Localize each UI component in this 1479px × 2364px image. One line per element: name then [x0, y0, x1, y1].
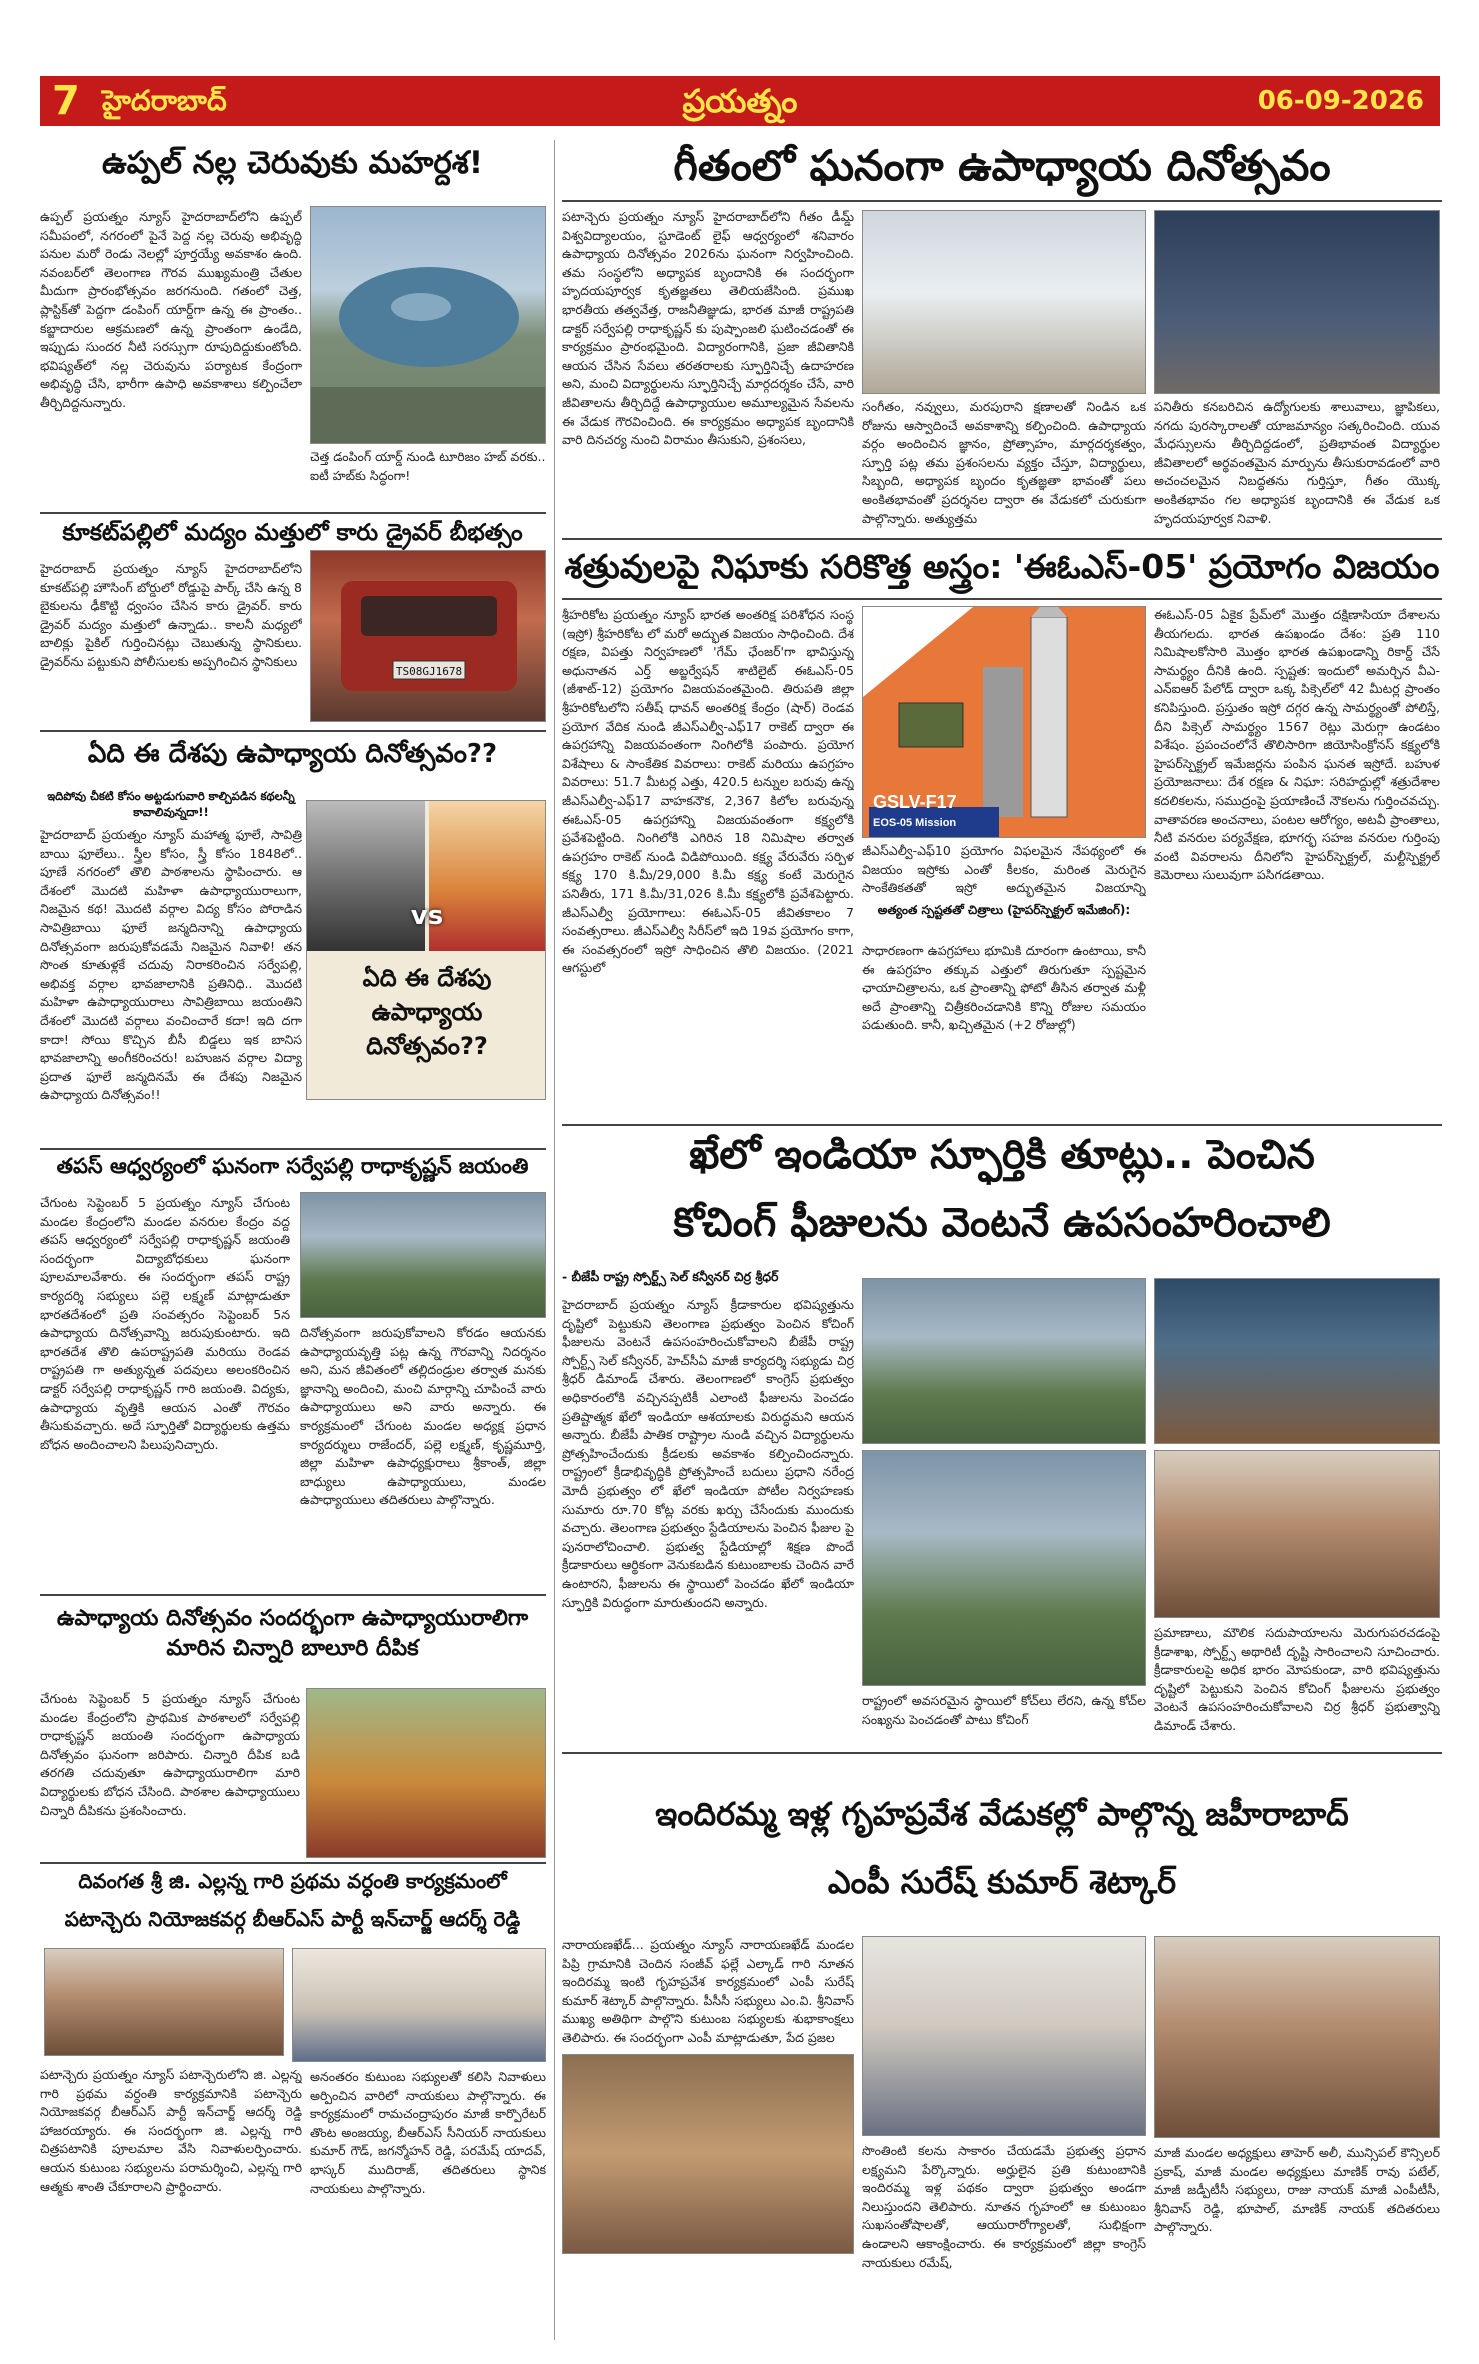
- gitam-body: పటాన్చెరు ప్రయత్నం న్యూస్ హైదరాబాద్‌లోని గీతం డీమ్డ్ విశ్వవిద్యాలయం, స్టూడెంట్ లైఫ్ ఆధ్వర్యంలో శనివారం ఉపాధ్యాయ దినోత్సవం 2026ను ఘనంగా నిర్వహించింది. తమ సంస్థలోని అధ్యాపక బృందానికి ఈ సందర్భంగా హృదయపూర్వక కృతజ్ఞతలు తెలియజేసింది. ప్రముఖ భారతీయ తత్వవేత్త, రాజనీతిజ్ఞుడు, భారత మాజీ రాష్ట్రపతి డాక్టర్ సర్వేపల్లి రాధాకృష్ణన్ కు పుష్పాంజలి ఘటించడంతో ఈ కార్యక్రమం ప్రారంభమైంది. విద్యారంగానికి, ప్రజా జీవితానికి ఆయన చేసిన సేవలు తరతరాలకు స్ఫూర్తినిచ్చే ఉదాహరణ అని, మంచి విద్యార్థులను స్ఫూర్తినిచ్చే మార్గదర్శకం చేసే, వారి జీవితాలను తీర్చిదిద్దే ఉపాధ్యాయుల అమూల్యమైన సేవలను ఈ వేడుక గౌరవించింది. ఈ కార్యక్రమం అధ్యాపక బృందానికి వారి దినచర్య నుంచి విరామం తీసుకుని, ప్రశంసలు,: [562, 209, 854, 448]
- kukatpally-headline: కూకట్‌పల్లిలో మద్యం మత్తులో కారు డ్రైవర్ బీభత్సం: [62, 520, 523, 546]
- khelo-india-body-3: ప్రమాణాలు, మౌలిక సదుపాయాలను మెరుగుపరచడంపై క్రీడాశాఖ, స్పోర్ట్స్ అథారిటీ దృష్టి సారించాలని సూచించారు. క్రీడాకారులపై అధిక భారం మోపకుండా, వారి భవిష్యత్తును దృష్టిలో పెట్టుకుని పెంచిన కోచింగ్ ఫీజులను ప్రభుత్వం వెంటనే ఉపసంహరించుకోవాలని చిర్ర శ్రీధర్ ప్రభుత్వాన్ని డిమాండ్ చేశారు.: [1154, 1625, 1440, 1733]
- divider: [562, 1752, 1442, 1754]
- mission-name: EOS-05 Mission: [873, 817, 957, 829]
- lake-illustration: [311, 207, 546, 444]
- page-number: 7: [52, 78, 80, 124]
- khelo-india-headline-2: కోచింగ్ ఫీజులను వెంటనే ఉపసంహరించాలి: [673, 1200, 1331, 1246]
- column-divider: [554, 140, 555, 2340]
- poster-question: ఏది ఈ దేశపు ఉపాధ్యాయ దినోత్సవం??: [362, 964, 492, 1060]
- yellanna-body: పటాన్చెరు ప్రయత్నం న్యూస్ పటాన్చెరు‌లోని జి. ఎల్లన్న గారి ప్రథమ వర్ధంతి కార్యక్రమానికి పటాన్చెరు నియోజకవర్గ బీఆర్ఎస్ పార్టీ ఇన్‌చార్జ్ ఆదర్శ్ రెడ్డి హాజరయ్యారు. ఈ సందర్భంగా జి. ఎల్లన్న గారి చిత్రపటానికి పూలమాల వేసి నివాళులర్పించారు. ఆయన కుటుంబ సభ్యులను పరామర్శించి, ఎల్లన్న గారి ఆత్మకు శాంతి చేకూరాలని ప్రార్థించారు.: [40, 2067, 302, 2194]
- uppal-body: ఉప్పల్ ప్రయత్నం న్యూస్ హైదరాబాద్‌లోని ఉప్పల్ సమీపంలో, నగరంలో పైనే పెద్ద నల్ల చెరువు అభివృద్ధి పనుల మరో రెండు నెలల్లో పూర్తయ్యే అవకాశం ఉంది. నవంబర్‌లో తెలంగాణ గౌరవ ముఖ్యమంత్రి చేతుల మీదుగా ప్రారంభోత్సవం జరగనుంది. గతంలో చెత్త, ప్లాస్టిక్‌తో పెద్దగా డంపింగ్ యార్డ్‌గా ఉన్న ఈ ప్రాంతం.. కబ్జాదారుల ఆక్రమణలో ఉన్న ప్రాంతంగా ఉండేది, ఇప్పుడు సుందర నీటి సరస్సుగా రూపుదిద్దుకుంటోంది. భవిష్యత్‌లో నల్ల చెరువును పర్యాటక కేంద్రంగా అభివృద్ధి చేసి, భారీగా ఉపాధి అవకాశాలు కల్పించేలా తీర్చిదిద్దనున్నారు.: [40, 209, 302, 410]
- housewarming-photo-2: [862, 1936, 1146, 2136]
- indiramma-body-3: మాజీ మండల అధ్యక్షులు తాహెర్ అలీ, మున్సిపల్ కౌన్సిలర్ ప్రకాష్, మాజీ మండల అధ్యక్షులు మాణిక్ రావు పటేల్, మాజీ జడ్పీటీసీ సభ్యులు, రాజు నాయక్ మాజీ ఎంపీటీసీ, శ్రీనివాస్ రెడ్డి, భూపాల్, మాణిక్ నాయక్ తదితరులు పాల్గొన్నారు.: [1154, 2145, 1440, 2235]
- protest-photo-2: [1154, 1278, 1440, 1444]
- protest-photo-1: [862, 1278, 1146, 1444]
- khelo-india-body-2: రాష్ట్రంలో అవసరమైన స్థాయిలో కోచ్‌లు లేరని, ఉన్న కోచ్‌ల సంఖ్యను పెంచడంతో పాటు కోచింగ్: [862, 1693, 1146, 1727]
- yellanna-headline-2: పటాన్చెరు నియోజకవర్గ బీఆర్ఎస్ పార్టీ ఇన్‌చార్జ్ ఆదర్శ్ రెడ్డి: [64, 1907, 521, 1931]
- indiramma-headline-2: ఎంపీ సురేష్ కుమార్ శెట్కార్: [827, 1863, 1177, 1901]
- indiramma-body: నారాయణఖేడ్... ప్రయత్నం న్యూస్ నారాయణఖేడ్ మండల పిప్రి గ్రామానికి చెందిన సంజీవ్ ఫల్లే ఎల్కాడ్ గారి నూతన ఇందిరమ్మ ఇంటి గృహప్రవేశ కార్యక్రమంలో ఎంపీ సురేష్ కుమార్ శెట్కార్ పాల్గొన్నారు. పీసీసీ సభ్యులు ఎం.వి. శ్రీనివాస్ ముఖ్య అతిథిగా పాల్గొని కుటుంబ సభ్యులకు శుభాకాంక్షలు తెలిపారు. ఈ సందర్భంగా ఎంపీ మాట్లాడుతూ, పేద ప్రజల: [562, 1937, 854, 2045]
- rocket-graphic: [862, 606, 1146, 838]
- tribute-photo: [44, 1948, 284, 2056]
- yellanna-headline-1: దివంగత శ్రీ జి. ఎల్లన్న గారి ప్రథమ వర్ధంతి కార్యక్రమంలో: [78, 1869, 507, 1893]
- deepika-photo: [306, 1688, 546, 1858]
- radhakrishnan-body: చేగుంట సెప్టెంబర్ 5 ప్రయత్నం న్యూస్ చేగుంట మండల కేంద్రంలోని మండల వనరుల కేంద్రం వద్ద తపస్ ఆధ్వర్యంలో సర్వేపల్లి రాధాకృష్ణన్ జయంతి సందర్భంగా విద్యాబోధకులు ఘనంగా పూలమాలవేశారు. ఈ సందర్భంగా తపస్ రాష్ట్ర కార్యదర్శి సభ్యులు పల్లె లక్ష్మణ్ మాట్లాడుతూ భారతదేశంలో ప్రతి సంవత్సరం సెప్టెంబర్ 5న ఉపాధ్యాయ దినోత్సవాన్ని జరుపుకుంటారు. ఇది భారతదేశ తొలి ఉపరాష్ట్రపతి మరియు రెండవ రాష్ట్రపతి గా అత్యున్నత పదవులు అలంకరించిన డాక్టర్ సర్వేపల్లి రాధాకృష్ణన్ గారి జయంతి. విద్యకు, ఉపాధ్యాయ వృత్తికి ఆయన ఎంతో గౌరవం తీసుకువచ్చారు. అదే స్ఫూర్తితో విద్యార్థులకు ఉత్తమ బోధన అందించాలని పిలుపునిచ్చారు.: [40, 1195, 290, 1452]
- divider: [40, 512, 546, 514]
- rocket-name: GSLV-F17: [873, 792, 957, 812]
- uppal-lake-photo: [310, 206, 546, 444]
- indiramma-headline-1: ఇందిరమ్మ ఇళ్ల గృహప్రవేశ వేడుకల్లో పాల్గొన్న జహీరాబాద్: [655, 1795, 1349, 1833]
- isro-body: శ్రీహరికోట ప్రయత్నం న్యూస్ భారత అంతరిక్ష పరిశోధన సంస్థ (ఇస్రో) శ్రీహరికోట లో మరో అద్భుత విజయం సాధించింది. దేశ రక్షణ, విపత్తు నిర్వహణలో 'గేమ్ ఛేంజర్'గా భావిస్తున్న అధునాతన ఎర్త్ అబ్జర్వేషన్ శాటిలైట్ ఈఓఎస్-05 (జీశాట్-12) ప్రయోగం విజయవంతమైంది. తిరుపతి జిల్లా శ్రీహరికోటలోని సతీష్ ధావన్ అంతరిక్ష కేంద్రం (షార్) రెండవ ప్రయోగ వేదిక నుండి జీఎస్ఎల్వీ-ఎఫ్17 రాకెట్ ద్వారా ఈ ఉపగ్రహాన్ని విజయవంతంగా నింగిలోకి పంపారు. ప్రయోగ విశేషాలు & సాంకేతిక వివరాలు: రాకెట్ మరియు ఉపగ్రహం వివరాలు: 51.7 మీటర్ల ఎత్తు, 420.5 టన్నుల బరువు ఉన్న జీఎస్ఎల్వీ-ఎఫ్17 వాహకనౌక, 2,367 కిలోల బరువున్న ఈఓఎస్-05 ఉపగ్రహాన్ని విజయవంతంగా కక్ష్యలోకి ప్రవేశపెట్టింది. నింగిలోకి ఎగిరిన 18 నిమిషాల తర్వాత ఉపగ్రహం రాకెట్ నుండి విడిపోయింది. కక్ష్య వేరువేరు సర్పిళ కక్ష్య 170 కి.మీ/29,000 కి.మీ కక్ష్య కంటే మెరుగైన పనితీరు, 171 కి.మీ/31,026 కి.మీ కక్ష్యలోకి ప్రవేశపెట్టారు. జీఎస్ఎల్వీ ప్రయోగాలు: ఈఓఎస్-05 జీవితకాలం 7 సంవత్సరాలు. జీఎస్ఎల్వీ సిరీస్‌లో ఇది 19వ ప్రయోగం కాగా, ఈ సంవత్సరంలో ఇస్రో సాధించిన తొలి విజయం. (2021 ఆగస్టులో: [562, 607, 854, 976]
- vs-poster: [306, 800, 546, 1100]
- divider: [40, 1594, 546, 1596]
- gathering-photo: [292, 1948, 546, 2062]
- page-header: [40, 76, 1440, 126]
- protest-photo-4: [1154, 1450, 1440, 1618]
- housewarming-photo-3: [1154, 1936, 1440, 2138]
- child-teacher-body: చేగుంట సెప్టెంబర్ 5 ప్రయత్నం న్యూస్ చేగుంట మండల కేంద్రంలోని ప్రాథమిక పాఠశాలలో సర్వేపల్లి రాధాకృష్ణన్ జయంతి సందర్భంగా ఉపాధ్యాయ దినోత్సవం ఘనంగా జరిపారు. చిన్నారి దీపిక బడి తరగతి చదువుతూ ఉపాధ్యాయురాలిగా మారి విద్యార్థులకు బోధన చేసింది. పాఠశాల ఉపాధ్యాయులు చిన్నారి దీపికను ప్రశంసించారు.: [40, 1691, 300, 1818]
- divider: [40, 1862, 546, 1864]
- radhakrishnan-body-2: దినోత్సవంగా జరుపుకోవాలని కోరడం ఆయనకు ఉపాధ్యాయవృత్తి పట్ల ఉన్న గౌరవాన్ని నిదర్శనం అని, మన జీవితంలో తల్లిదండ్రుల తర్వాత మనకు జ్ఞానాన్ని అందించి, మంచి మార్గాన్ని చూపించే వారు ఉపాధ్యాయులు అని వారు అన్నారు. ఈ కార్యక్రమంలో చేగుంట మండల అధ్యక్ష ప్రధాన కార్యదర్శులు రాజేందర్, పల్లె లక్ష్మణ్, కృష్ణమూర్తి, జిల్లా మహిళా ఉపాధ్యక్షురాలు శ్రీకాంత్, జిల్లా బాధ్యులు ఉపాధ్యాయులు, మండల ఉపాధ్యాయులు తదితరులు పాల్గొన్నారు.: [300, 1325, 546, 1508]
- issue-date: 06-09-2026: [1257, 86, 1424, 116]
- khelo-india-byline: - బీజేపీ రాష్ట్ర స్పోర్ట్స్ సెల్ కన్వీనర్ చిర్ర శ్రీధర్: [562, 1269, 779, 1284]
- gitam-award-photo: [862, 210, 1146, 394]
- tapas-group-photo: [300, 1192, 546, 1318]
- isro-body-3: సాధారణంగా ఉపగ్రహాలు భూమికి దూరంగా ఉంటాయి, కానీ ఈ ఉపగ్రహం తక్కువ ఎత్తులో తిరుగుతూ స్పష్టమైన ఛాయాచిత్రాలను, ఒక ప్రాంతాన్ని ఫోటో తీసిన తర్వాత మళ్లీ అదే ప్రాంతాన్ని చిత్రీకరించడానికి కొన్ని రోజుల సమయం పడుతుంది. కానీ, ఖచ్చితమైన (+2 రోజుల్లో): [862, 943, 1146, 1033]
- isro-body-4: ఈఓఎస్-05 ఏకైక ప్రేమ్‌లో మొత్తం దక్షిణాసియా దేశాలను తీయగలదు. భారత ఉపఖండం దేశం: ప్రతి 110 నిమిషాలకోసారి మొత్తం భారత ఉపఖండాన్ని రికార్డ్ చేసే సామర్థ్యం దీనికి ఉంది. స్పష్టత: ఇందులో అమర్చిన వీఎ-ఎన్ఐఆర్ పేలోడ్ ద్వారా ఒక్క పిక్సెల్‌లో 42 మీటర్ల ప్రాంతం కనిపిస్తుంది. ప్రస్తుతం ఇస్రో దగ్గర ఉన్న సామర్థ్యంతో పోలిస్తే, దీని పిక్సెల్ సామర్థ్యం 1567 రెట్లు మెరుగ్గా ఉండటం విశేషం. ప్రపంచంలోనే తొలిసారిగా జియోసింక్రోనస్ కక్ష్యలోకి హైపర్‌స్పెక్ట్రల్ ఇమేజర్లను పంపిన ఘనత ఇస్రోదే. బహుళ ప్రయోజనాలు: దేశ రక్షణ & నిఘా: సరిహద్దుల్లో శత్రుదేశాల కదలికలను, సముద్రంపై ప్రయాణించే నౌకలను గుర్తించవచ్చు. వాతావరణ అంచనాలు, పంటల ఆరోగ్యం, అటవీ ప్రాంతాలు, నీటి వనరుల పర్యవేక్షణ, భూగర్భ సహజ వనరుల గుర్తింపు వంటి వివరాలను దీనిలోని హైపర్‌స్పెక్ట్రల్, మల్టీస్పెక్ట్రల్ కెమెరాలు సులువుగా పసిగడతాయి.: [1154, 607, 1440, 883]
- child-teacher-headline: ఉపాధ్యాయ దినోత్సవం సందర్భంగా ఉపాధ్యాయురాలిగా మారిన చిన్నారి బాలూరి దీపిక: [56, 1606, 529, 1661]
- divider: [562, 200, 1442, 202]
- gitam-headline: గీతంలో ఘనంగా ఉపాధ్యాయ దినోత్సవం: [673, 141, 1331, 190]
- gitam-celebration-photo: [1154, 210, 1440, 394]
- section-city: హైదరాబాద్: [102, 84, 227, 117]
- teachers-day-subhead: ఇదిపోవు చీకటి కోసం అట్టడుగువారి కాల్చిపడిన కథలన్నీ కావాలివున్నదా!!: [47, 789, 295, 819]
- uppal-caption: చెత్త డంపింగ్ యార్డ్ నుండి టూరిజం హబ్ వరకు.. ఐటీ హబ్‌కు సిద్ధంగా!: [310, 449, 546, 483]
- divider: [562, 598, 1442, 600]
- yellanna-body-2: అనంతరం కుటుంబ సభ్యులతో కలిసి నివాళులు అర్పించిన వారిలో నాయకులు పాల్గొన్నారు. ఈ కార్యక్రమంలో రామచంద్రాపురం మాజీ కార్పొరేటర్ తొంట అంజయ్య, బీఆర్ఎస్ సీనియర్ నాయకులు కుమార్ గౌడ్, జగన్మోహన్ రెడ్డి, పరమేష్ యాదవ్, భాస్కర్ ముదిరాజ్, తదితరులు స్థానిక నాయకులు పాల్గొన్నారు.: [310, 2069, 546, 2196]
- protest-photo-3: [862, 1450, 1146, 1686]
- teachers-day-body: హైదరాబాద్ ప్రయత్నం న్యూస్ మహాత్మ ఫూలే, సావిత్రి బాయి ఫూలేలు.. స్త్రీల కోసం, స్త్రీ కోసం 1848లో.. పూణే నగరంలో తొలి పాఠశాలను స్థాపించారు. ఆ దేశంలో మొదటి మహిళా ఉపాధ్యాయురాలుగా, నిజమైన కథ! మొదటి వర్గాల విద్య కోసం పోరాడిన సావిత్రిబాయి ఫూలే జన్మదినాన్ని ఉపాధ్యాయ దినోత్సవంగా జరుపుకోవడమే నిజమైన నివాళి! తన సొంత కూతుళ్లకే చదువు నిరాకరించిన సర్వేపల్లి, అభివక్త వర్గాల భావజాలానికి ప్రతినిధి.. మొదటి మహిళా ఉపాధ్యాయురాలు సావిత్రిబాయి జయంతిని దేశంలో మొదటి వర్గాలు వంచించారే కదా! ఇది దగా కాదా! సోయి కొచ్చిన బీసీ బిడ్డలు ఇక బానిస భావజాలాన్ని అంగీకరించరు! బహుజన వర్గాల విద్యా ప్రదాత ఫూలే జన్మదినమే ఈ దేశపు నిజమైన ఉపాధ్యాయ దినోత్సవం!!: [40, 827, 302, 1103]
- khelo-india-body: హైదరాబాద్ ప్రయత్నం న్యూస్ క్రీడాకారుల భవిష్యత్తును దృష్టిలో పెట్టుకుని తెలంగాణ ప్రభుత్వం పెంచిన కోచింగ్ ఫీజులను వెంటనే ఉపసంహరించుకోవాలని బీజేపీ రాష్ట్ర స్పోర్ట్స్ సెల్ కన్వీనర్, హెచ్‌సీఏ మాజీ కార్యదర్శి సభ్యుడు చిర్ర శ్రీధర్ డిమాండ్ చేశారు. తెలంగాణలో కాంగ్రెస్ ప్రభుత్వం అధికారంలోకి వచ్చినప్పటికీ ఎలాంటి ఫీజులను పెంచడం ప్రతిష్టాత్మక ఖేలో ఇండియా ఆశయాలకు విరుద్ధమని ఆయన అన్నారు. బీజేపీ పాతిక రాష్ట్రాల నుండి వచ్చిన విద్యార్థులను ప్రోత్సహించేందుకు క్రీడలకు అవకాశం కల్పించిందన్నారు. రాష్ట్రంలో క్రీడాభివృద్ధికి ప్రోత్సహించే బదులు ప్రధాని నరేంద్ర మోదీ ప్రభుత్వం లో ఖేలో ఇండియా పోటీల నిర్వహణకు సుమారు రూ.70 కోట్ల వరకు ఖర్చు చేసేందుకు ముందుకు వచ్చారు. తెలంగాణ ప్రభుత్వం స్టేడియాలను పెంచిన ఫీజుల పై పునరాలోచించాలి. ప్రభుత్వ స్టేడియాల్లో శిక్షణ పొందే క్రీడాకారులు ఆర్థికంగా వెనుకబడిన కుటుంబాలకు చెందిన వారే ఉంటారని, ఫీజులను ఈ స్థాయిలో పెంచడం ఖేలో ఇండియా స్ఫూర్తికి విరుద్ధంగా మారుతుందని అన్నారు.: [562, 1297, 854, 1610]
- divider: [562, 538, 1442, 540]
- gitam-body-2: సంగీతం, నవ్వులు, మరపురాని క్షణాలతో నిండిన ఒక రోజును ఆస్వాదించే అవకాశాన్ని కల్పించింది. ఉపాధ్యాయ వర్గం అందించిన జ్ఞానం, ప్రోత్సాహం, మార్గదర్శకత్వం, స్ఫూర్తి పట్ల తమ ప్రశంసలను వ్యక్తం చేస్తూ, విద్యార్థులు, సిబ్బంది, అధ్యాపక బృందం కృతజ్ఞతా భావంతో పలు అంకితభావంతో ప్రదర్శనల ద్వారా ఈ వేడుకలో చురుకుగా పాల్గొన్నారు. అత్యుత్తమ: [862, 399, 1146, 526]
- gitam-body-3: పనితీరు కనబరిచిన ఉద్యోగులకు శాలువాలు, జ్ఞాపికలు, నగదు పురస్కారాలతో యాజమాన్యం సత్కరించింది. యువ మేధస్సులను తీర్చిదిద్దడంలో, ప్రతిభావంత విద్యార్థుల జీవితాలలో అర్థవంతమైన మార్పును తీసుకురావడంలో వారి అచంచలమైన నిబద్ధతను గుర్తిస్తూ, గీతం యొక్క అంకితభావం గల అధ్యాపక బృందానికి ఈ వేడుక ఒక హృదయపూర్వక నివాళి.: [1154, 399, 1440, 526]
- indiramma-body-2: సొంతింటి కలను సాకారం చేయడమే ప్రభుత్వ ప్రధాన లక్ష్యమని పేర్కొన్నారు. అర్హులైన ప్రతి కుటుంబానికి ఇందిరమ్మ ఇళ్ల పథకం ద్వారా ప్రభుత్వం అండగా నిలుస్తుందని తెలిపారు. నూతన గృహంలో ఆ కుటుంబం సుఖసంతోషాలతో, ఆయురారోగ్యాలతో, సుభిక్షంగా ఉండాలని ఆకాంక్షించారు. ఈ కార్యక్రమంలో జిల్లా కాంగ్రెస్ నాయకులు రమేష్,: [862, 2143, 1146, 2270]
- divider: [40, 730, 546, 732]
- khelo-india-headline-1: ఖేలో ఇండియా స్ఫూర్తికి తూట్లు.. పెంచిన: [689, 1132, 1315, 1178]
- isro-subhead: అత్యంత స్పష్టతతో చిత్రాలు (హైపర్‌స్పెక్ట్రల్ ఇమేజింగ్):: [877, 903, 1131, 917]
- isro-body-2: జీఎస్ఎల్వీ-ఎఫ్10 ప్రయోగం విఫలమైన నేపథ్యంలో ఈ విజయం ఇస్రోకు ఎంతో కీలకం, మరింత మెరుగైన సాంకేతికతతో ఇస్రో అద్భుతమైన విజయాన్ని: [862, 843, 1146, 896]
- divider: [40, 1148, 546, 1150]
- crashed-car-photo: [310, 550, 546, 722]
- housewarming-photo-1: [562, 2054, 854, 2254]
- car-illustration: [311, 551, 546, 722]
- kukatpally-body: హైదరాబాద్ ప్రయత్నం న్యూస్ హైదరాబాద్‌లోని కూకట్‌పల్లి హౌసింగ్ బోర్డులో రోడ్డుపై పార్క్ చేసి ఉన్న 8 బైకులను ఢీకొట్టి ధ్వంసం చేసిన కారు డ్రైవర్. కారు డ్రైవర్ మద్యం మత్తులో ఉన్నాడు.. కాలనీ మధ్యలో బాలిక్లు పైకిల్ గుర్తించినట్లు చెబుతున్న స్థానికులు. డ్రైవర్‌ను పట్టుకుని పోలీసులకు అప్పగించిన స్థానికులు: [40, 561, 302, 669]
- radhakrishnan-jayanti-headline: తపస్ ఆధ్వర్యంలో ఘనంగా సర్వేపల్లి రాధాకృష్ణన్ జయంతి: [56, 1154, 529, 1178]
- teachers-day-question-headline: ఏది ఈ దేశపు ఉపాధ్యాయ దినోత్సవం??: [87, 739, 498, 769]
- isro-headline: శత్రువులపై నిఘాకు సరికొత్త అస్త్రం: 'ఈఓఎస్-05' ప్రయోగం విజయం: [564, 547, 1440, 586]
- divider: [562, 1124, 1442, 1126]
- paper-name: ప్రయత్నం: [682, 82, 798, 120]
- vs-label: vs: [410, 901, 444, 931]
- uppal-headline: ఉప్పల్ నల్ల చెరువుకు మహర్దశ!: [101, 145, 483, 181]
- license-plate: TS08GJ1678: [395, 665, 463, 678]
